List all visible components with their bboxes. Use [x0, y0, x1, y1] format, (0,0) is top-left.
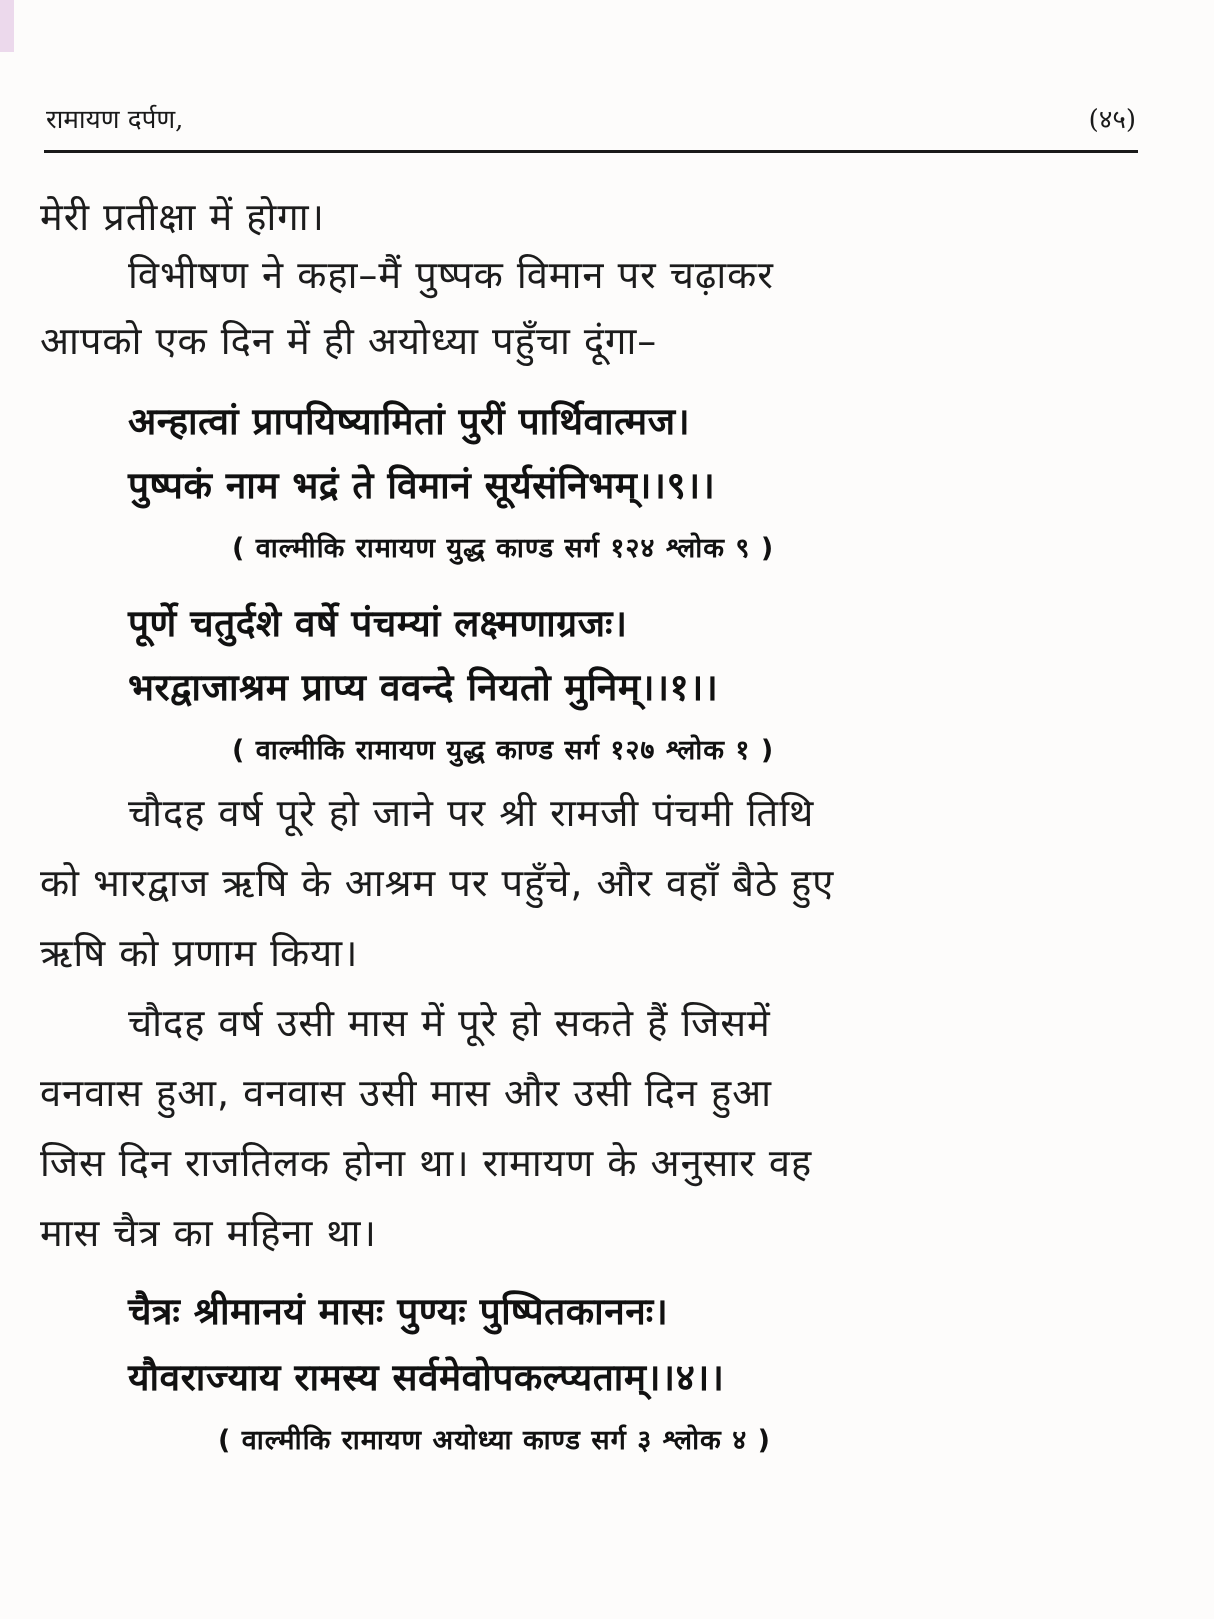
page-header [46, 100, 1136, 142]
prose-line: ऋषि को प्रणाम किया। [40, 931, 359, 975]
prose-line: को भारद्वाज ऋषि के आश्रम पर पहुँचे, और वहाँ बैठे हुए [40, 861, 835, 905]
prose-line: चौदह वर्ष उसी मास में पूरे हो सकते हैं जिसमें [128, 1001, 771, 1045]
verse-line: अन्हात्वां प्रापयिष्यामितां पुरीं पार्थिवात्मज। [128, 400, 691, 443]
verse-line: पूर्णे चतुर्दशे वर्षे पंचम्यां लक्ष्मणाग्रजः। [128, 602, 628, 645]
prose-line: चौदह वर्ष पूरे हो जाने पर श्री रामजी पंचमी तिथि [128, 791, 815, 835]
verse-line: चैत्रः श्रीमानयं मासः पुण्यः पुष्पितकाननः। [128, 1290, 669, 1333]
verse-citation: ( वाल्मीकि रामायण युद्ध काण्ड सर्ग १२४ श्लोक ९ ) [232, 533, 775, 564]
header-rule [44, 150, 1138, 153]
prose-line: विभीषण ने कहा–मैं पुष्पक विमान पर चढ़ाकर [128, 253, 774, 297]
prose-line: मेरी प्रतीक्षा में होगा। [40, 195, 325, 239]
verse-line: यौवराज्याय रामस्य सर्वमेवोपकल्प्यताम्।।४।। [128, 1356, 725, 1399]
verse-line: भरद्वाजाश्रम प्राप्य ववन्दे नियतो मुनिम्।।१।। [128, 666, 719, 709]
verse-citation: ( वाल्मीकि रामायण अयोध्या काण्ड सर्ग ३ श्लोक ४ ) [218, 1425, 771, 1456]
verse-citation: ( वाल्मीकि रामायण युद्ध काण्ड सर्ग १२७ श्लोक १ ) [232, 735, 775, 766]
prose-line: मास चैत्र का महिना था। [40, 1211, 377, 1255]
page-edge-mark [0, 0, 14, 52]
page-number: (४५) [1088, 105, 1136, 135]
prose-line: वनवास हुआ, वनवास उसी मास और उसी दिन हुआ [40, 1071, 772, 1115]
prose-line: आपको एक दिन में ही अयोध्या पहुँचा दूंगा– [40, 319, 658, 363]
verse-line: पुष्पकं नाम भद्रं ते विमानं सूर्यसंनिभम्।।९।। [128, 464, 716, 507]
running-title: रामायण दर्पण, [46, 105, 184, 135]
prose-line: जिस दिन राजतिलक होना था। रामायण के अनुसार वह [40, 1141, 813, 1185]
